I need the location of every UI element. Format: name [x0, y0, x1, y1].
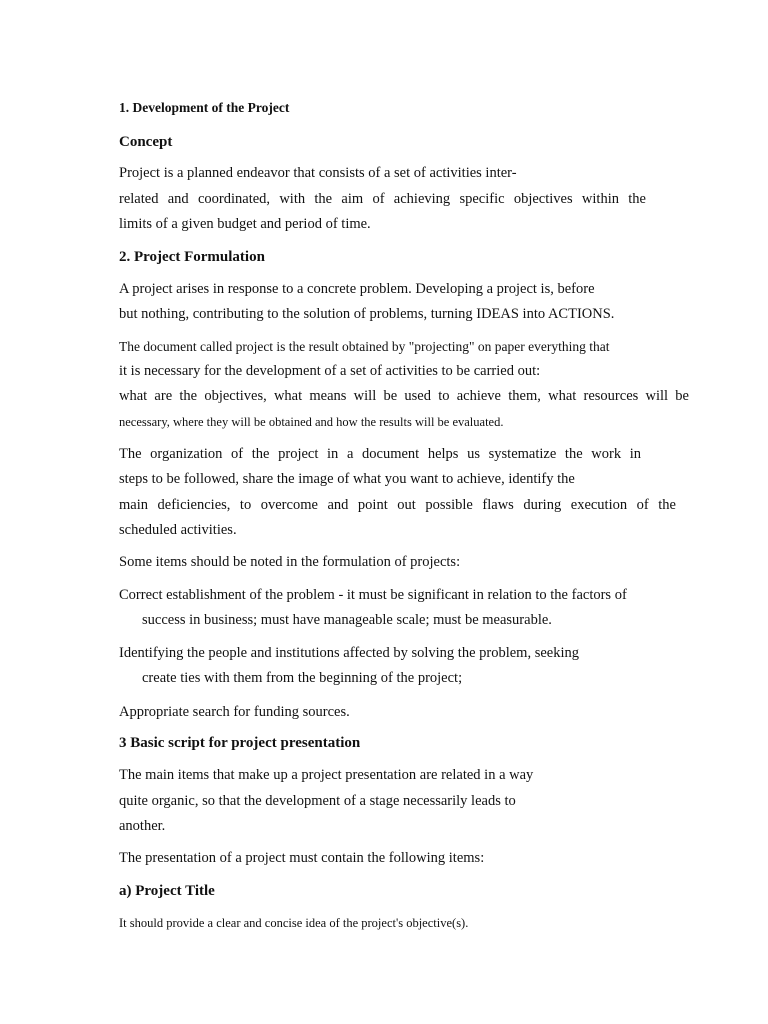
formulation-para2-line-1: The document called project is the result obtained by "projecting" on paper everything that — [119, 339, 610, 354]
script-para1-line-2: quite organic, so that the development of a stage necessarily leads to — [119, 793, 516, 809]
formulation-para1-line-2: but nothing, contributing to the solution of problems, turning IDEAS into ACTIONS. — [119, 306, 615, 322]
section-heading-basic-script: 3 Basic script for project presentation — [119, 735, 361, 751]
formulation-para3-line-3: main deficiencies, to overcome and point out possible flaws during execution of the — [119, 497, 676, 513]
concept-line-2: related and coordinated, with the aim of achieving specific objectives within the — [119, 191, 646, 207]
item1-line-1: Correct establishment of the problem - it must be significant in relation to the factors of — [119, 587, 627, 603]
item2-line-2: create ties with them from the beginning of the project; — [142, 670, 463, 686]
item2-line-1: Identifying the people and institutions affected by solving the problem, seeking — [119, 645, 580, 661]
formulation-para3-line-1: The organization of the project in a document helps us systematize the work in — [119, 446, 641, 462]
script-para2: The presentation of a project must contain the following items: — [119, 850, 485, 866]
formulation-para2-line-4: necessary, where they will be obtained and how the results will be evaluated. — [119, 415, 504, 429]
concept-line-3: limits of a given budget and period of time. — [119, 216, 371, 232]
section-heading-formulation: 2. Project Formulation — [119, 249, 265, 265]
items-intro: Some items should be noted in the formulation of projects: — [119, 554, 461, 570]
formulation-para1-line-1: A project arises in response to a concrete problem. Developing a project is, before — [119, 281, 595, 297]
formulation-para3-line-2: steps to be followed, share the image of what you want to achieve, identify the — [119, 471, 575, 487]
script-para1-line-1: The main items that make up a project presentation are related in a way — [119, 767, 534, 783]
project-title-description: It should provide a clear and concise idea of the project's objective(s). — [119, 916, 469, 930]
formulation-para2-line-2: it is necessary for the development of a set of activities to be carried out: — [119, 363, 541, 379]
concept-line-1: Project is a planned endeavor that consists of a set of activities inter- — [119, 165, 517, 181]
script-para1-line-3: another. — [119, 818, 166, 834]
section-heading-development: 1. Development of the Project — [119, 100, 290, 115]
formulation-para2-line-3: what are the objectives, what means will be used to achieve them, what resources will be — [119, 388, 689, 404]
formulation-para3-line-4: scheduled activities. — [119, 522, 237, 538]
item1-line-2: success in business; must have manageable scale; must be measurable. — [142, 612, 552, 628]
subheading-concept: Concept — [119, 134, 173, 150]
subheading-project-title: a) Project Title — [119, 883, 215, 899]
item3-line: Appropriate search for funding sources. — [119, 704, 350, 720]
